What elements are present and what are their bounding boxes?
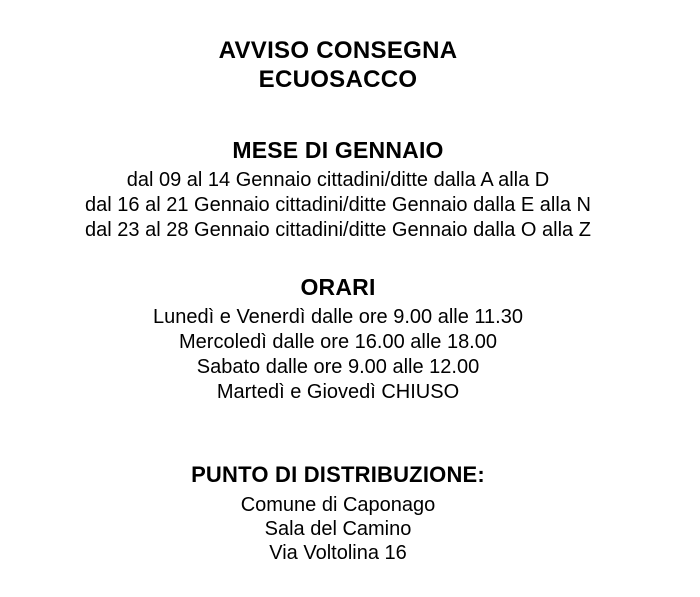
hours-line-3: Sabato dalle ore 9.00 alle 12.00 <box>196 356 480 378</box>
month-heading: MESE DI GENNAIO <box>232 137 444 163</box>
month-schedule-line-3: dal 23 al 28 Gennaio cittadini/ditte Gennaio dalla O alla Z <box>85 219 591 241</box>
notice-title-line2: ECUOSACCO <box>258 66 418 93</box>
notice-title <box>0 36 688 94</box>
notice-title-line1: AVVISO CONSEGNA <box>218 37 458 64</box>
hours-line-4: Martedì e Giovedì CHIUSO <box>216 381 460 403</box>
distribution-line-3: Via Voltolina 16 <box>269 542 407 564</box>
distribution-line-1: Comune di Caponago <box>240 494 436 516</box>
hours-heading: ORARI <box>300 274 376 300</box>
hours-section <box>0 275 688 405</box>
month-schedule <box>0 168 688 243</box>
distribution-section <box>0 463 688 565</box>
distribution-line-2: Sala del Camino <box>264 518 412 540</box>
hours-schedule <box>0 305 688 405</box>
month-schedule-line-2: dal 16 al 21 Gennaio cittadini/ditte Gennaio dalla E alla N <box>85 194 591 216</box>
hours-line-1: Lunedì e Venerdì dalle ore 9.00 alle 11.30 <box>153 306 523 328</box>
month-section <box>0 138 688 243</box>
distribution-address <box>0 493 688 565</box>
hours-line-2: Mercoledì dalle ore 16.00 alle 18.00 <box>179 331 497 353</box>
distribution-heading: PUNTO DI DISTRIBUZIONE: <box>191 462 485 487</box>
month-schedule-line-1: dal 09 al 14 Gennaio cittadini/ditte dalla A alla D <box>126 169 550 191</box>
